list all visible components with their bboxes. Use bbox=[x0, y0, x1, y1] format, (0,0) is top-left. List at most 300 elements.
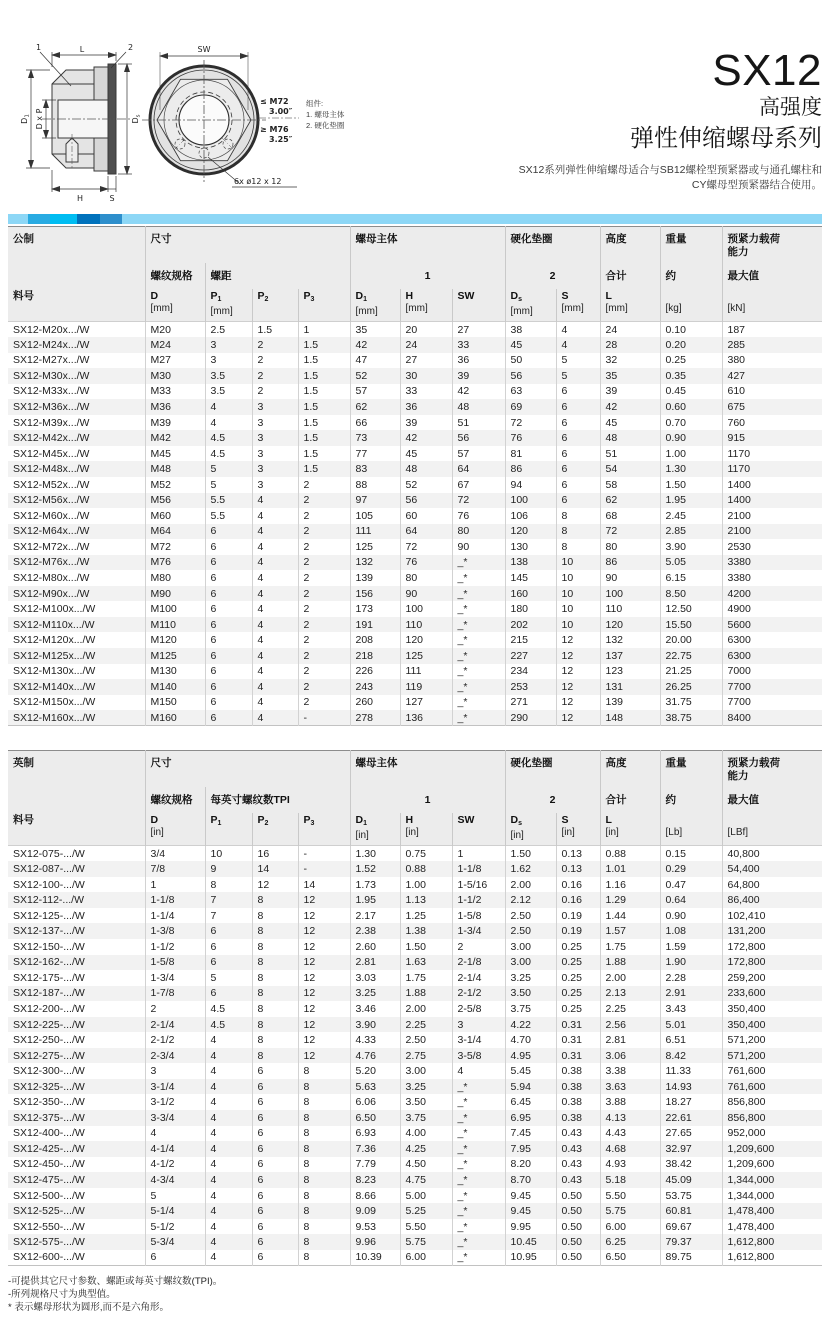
table-cell: 1-3/4 bbox=[452, 923, 505, 939]
table-cell: 1.88 bbox=[600, 955, 660, 971]
table-cell: 6 bbox=[205, 539, 252, 555]
table-cell: SX12-M48x.../W bbox=[13, 463, 90, 476]
table-row bbox=[8, 1063, 822, 1079]
table-cell: 3 bbox=[252, 415, 298, 431]
table-cell: 16 bbox=[252, 846, 298, 862]
table-cell: 2 bbox=[298, 632, 350, 648]
table-cell: 0.31 bbox=[556, 1032, 600, 1048]
table-cell: 5.63 bbox=[350, 1079, 400, 1095]
table-cell: M39 bbox=[145, 415, 205, 431]
table-cell: _* bbox=[452, 664, 505, 680]
table-cell: 12 bbox=[556, 679, 600, 695]
table-row bbox=[8, 555, 822, 571]
table-cell: 2 bbox=[298, 695, 350, 711]
table-cell: 8 bbox=[298, 1063, 350, 1079]
table-cell: 0.47 bbox=[660, 877, 722, 893]
table-cell: 56 bbox=[505, 368, 556, 384]
col-header-l: L [mm] bbox=[600, 289, 660, 322]
table-cell: _* bbox=[452, 632, 505, 648]
table-cell: _* bbox=[452, 679, 505, 695]
note-le-inch: 3.00″ bbox=[269, 107, 293, 116]
table-cell: 172,800 bbox=[722, 939, 822, 955]
table-cell: 4 bbox=[205, 1234, 252, 1250]
table-cell: SX12-M100x.../W bbox=[13, 603, 96, 616]
table-cell: 2-5/8 bbox=[452, 1001, 505, 1017]
table-cell: 227 bbox=[505, 648, 556, 664]
table-cell: 20.00 bbox=[660, 632, 722, 648]
table-cell: 12 bbox=[298, 1001, 350, 1017]
table-cell: 4 bbox=[205, 1048, 252, 1064]
table-cell: 2.00 bbox=[400, 1001, 452, 1017]
table-cell: 10 bbox=[205, 846, 252, 862]
table-cell: 0.31 bbox=[556, 1017, 600, 1033]
sub-max: 最大值 bbox=[722, 787, 822, 813]
table-row bbox=[8, 539, 822, 555]
col-header-p2: $P_2$ bbox=[252, 289, 298, 322]
table-cell: 6 bbox=[556, 477, 600, 493]
technical-drawing bbox=[8, 40, 300, 210]
table-cell: 2.25 bbox=[600, 1001, 660, 1017]
table-cell: SX12-100-.../W bbox=[13, 878, 85, 891]
table-cell: 1.30 bbox=[660, 461, 722, 477]
table-cell: 0.60 bbox=[660, 399, 722, 415]
table-cell: 6.93 bbox=[350, 1126, 400, 1142]
table-cell: 3.06 bbox=[600, 1048, 660, 1064]
table-cell: 915 bbox=[722, 430, 822, 446]
table-cell: 8 bbox=[298, 1079, 350, 1095]
table-cell: 9.45 bbox=[505, 1203, 556, 1219]
table-cell: 6.15 bbox=[660, 570, 722, 586]
table-cell: SX12-150-.../W bbox=[13, 940, 85, 953]
metric-table-header bbox=[8, 227, 822, 322]
table-cell: 30 bbox=[400, 368, 452, 384]
table-cell: 100 bbox=[505, 493, 556, 509]
dim-label-h: H bbox=[76, 194, 84, 203]
table-row bbox=[8, 1250, 822, 1266]
table-cell: 6.00 bbox=[600, 1219, 660, 1235]
table-cell: M52 bbox=[145, 477, 205, 493]
imperial-table-body bbox=[8, 846, 822, 1266]
table-cell: 8 bbox=[298, 1234, 350, 1250]
table-cell: 6.45 bbox=[505, 1094, 556, 1110]
table-cell: 218 bbox=[350, 648, 400, 664]
sub-nut-body-no: 1 bbox=[350, 787, 505, 813]
table-cell: SX12-450-.../W bbox=[13, 1158, 85, 1171]
col-header-ds: $D_s$ [mm] bbox=[505, 289, 556, 322]
table-cell: 1.5 bbox=[298, 430, 350, 446]
table-cell: 2 bbox=[252, 368, 298, 384]
table-cell: 68 bbox=[600, 508, 660, 524]
table-cell: 3 bbox=[145, 1063, 205, 1079]
table-row bbox=[8, 1126, 822, 1142]
table-cell: 1.25 bbox=[400, 908, 452, 924]
table-cell: 2.50 bbox=[400, 1032, 452, 1048]
metric-table-body bbox=[8, 322, 822, 726]
table-cell: 2-1/4 bbox=[145, 1017, 205, 1033]
table-cell: 2 bbox=[252, 384, 298, 400]
table-cell: 0.38 bbox=[556, 1094, 600, 1110]
table-cell: M27 bbox=[145, 353, 205, 369]
col-header-p3: $P_3$ bbox=[298, 289, 350, 322]
dim-label-s: S bbox=[109, 194, 115, 203]
table-cell: 3.90 bbox=[660, 539, 722, 555]
table-cell: 12 bbox=[556, 695, 600, 711]
table-cell: 6 bbox=[252, 1094, 298, 1110]
table-cell: 2 bbox=[298, 679, 350, 695]
table-cell: 12 bbox=[556, 710, 600, 726]
table-cell: 5 bbox=[205, 970, 252, 986]
table-cell: 42 bbox=[350, 337, 400, 353]
group-washer: 硬化垫圈 bbox=[505, 227, 600, 263]
table-cell: 27 bbox=[400, 353, 452, 369]
table-row bbox=[8, 322, 822, 338]
table-cell: 125 bbox=[350, 539, 400, 555]
group-weight: 重量 bbox=[660, 227, 722, 263]
table-cell: 1.01 bbox=[600, 861, 660, 877]
table-cell: 2.5 bbox=[205, 322, 252, 338]
table-cell: - bbox=[298, 846, 350, 862]
table-cell: 62 bbox=[600, 493, 660, 509]
accent-bar bbox=[8, 214, 822, 224]
table-cell: SX12-175-.../W bbox=[13, 971, 85, 984]
table-cell: M60 bbox=[145, 508, 205, 524]
table-cell: 22.61 bbox=[660, 1110, 722, 1126]
table-cell: 8 bbox=[252, 1017, 298, 1033]
table-cell: SX12-112-.../W bbox=[13, 894, 84, 907]
table-cell: 760 bbox=[722, 415, 822, 431]
table-cell: 1,209,600 bbox=[722, 1141, 822, 1157]
table-cell: _* bbox=[452, 601, 505, 617]
table-cell: SX12-M20x.../W bbox=[13, 323, 90, 336]
table-cell: 4 bbox=[205, 1079, 252, 1095]
table-cell: 111 bbox=[350, 524, 400, 540]
table-cell: 610 bbox=[722, 384, 822, 400]
table-cell: 1.73 bbox=[350, 877, 400, 893]
table-cell: 2.00 bbox=[505, 877, 556, 893]
table-cell: SX12-M140x.../W bbox=[13, 680, 96, 693]
callout-1: 1 bbox=[36, 43, 42, 52]
table-cell: 7000 bbox=[722, 664, 822, 680]
table-cell: 72 bbox=[400, 539, 452, 555]
series-description: SX12系列弹性伸缩螺母适合与SB12螺栓型预紧器或与通孔螺柱和 CY螺母型预紧器结合使用。 bbox=[518, 163, 822, 192]
table-cell: 3.25 bbox=[505, 970, 556, 986]
table-cell: 4 bbox=[205, 1250, 252, 1266]
table-cell: 243 bbox=[350, 679, 400, 695]
sub-thread-spec: 螺纹规格 bbox=[145, 787, 205, 813]
col-header-load-unit: [kN] bbox=[722, 289, 822, 322]
table-cell: 4 bbox=[205, 1172, 252, 1188]
table-cell: 12 bbox=[556, 664, 600, 680]
table-cell: 27 bbox=[452, 322, 505, 338]
table-cell: 4 bbox=[205, 1219, 252, 1235]
table-cell: 6 bbox=[252, 1250, 298, 1266]
table-cell: 3.38 bbox=[600, 1063, 660, 1079]
dim-label-ds: Ds bbox=[131, 114, 142, 124]
table-cell: 67 bbox=[452, 477, 505, 493]
table-cell: 145 bbox=[505, 570, 556, 586]
table-cell: M90 bbox=[145, 586, 205, 602]
table-cell: M100 bbox=[145, 601, 205, 617]
table-cell: 6 bbox=[556, 384, 600, 400]
col-header-l: L [in] bbox=[600, 813, 660, 846]
table-cell: 6.95 bbox=[505, 1110, 556, 1126]
table-cell: 5.5 bbox=[205, 508, 252, 524]
table-cell: 0.31 bbox=[556, 1048, 600, 1064]
table-row bbox=[8, 1079, 822, 1095]
table-cell: 10.45 bbox=[505, 1234, 556, 1250]
table-cell: 45 bbox=[505, 337, 556, 353]
table-cell: 0.25 bbox=[556, 955, 600, 971]
table-cell: 6300 bbox=[722, 648, 822, 664]
component-legend bbox=[306, 98, 344, 131]
table-cell: 290 bbox=[505, 710, 556, 726]
table-cell: 12 bbox=[556, 632, 600, 648]
table-cell: 0.50 bbox=[556, 1203, 600, 1219]
table-row bbox=[8, 353, 822, 369]
table-cell: SX12-M150x.../W bbox=[13, 696, 96, 709]
table-cell: 5.20 bbox=[350, 1063, 400, 1079]
table-cell: M150 bbox=[145, 695, 205, 711]
table-cell: SX12-M64x.../W bbox=[13, 525, 90, 538]
table-cell: 350,400 bbox=[722, 1001, 822, 1017]
table-cell: 12 bbox=[298, 970, 350, 986]
table-cell: 4 bbox=[205, 1032, 252, 1048]
table-row bbox=[8, 477, 822, 493]
front-view bbox=[142, 45, 299, 187]
table-cell: 39 bbox=[400, 415, 452, 431]
table-cell: 4.33 bbox=[350, 1032, 400, 1048]
table-cell: SX12-275-.../W bbox=[13, 1049, 85, 1062]
table-row bbox=[8, 955, 822, 971]
table-cell: 4 bbox=[205, 1157, 252, 1173]
table-cell: 0.43 bbox=[556, 1126, 600, 1142]
table-row bbox=[8, 1001, 822, 1017]
table-cell: M20 bbox=[145, 322, 205, 338]
table-cell: 1-1/8 bbox=[145, 892, 205, 908]
table-cell: 38.42 bbox=[660, 1157, 722, 1173]
table-cell: 2.85 bbox=[660, 524, 722, 540]
table-cell: 4 bbox=[252, 679, 298, 695]
table-row bbox=[8, 570, 822, 586]
table-cell: SX12-500-.../W bbox=[13, 1189, 85, 1202]
table-cell: SX12-225-.../W bbox=[13, 1018, 85, 1031]
table-cell: SX12-600-.../W bbox=[13, 1251, 85, 1264]
table-cell: 4.93 bbox=[600, 1157, 660, 1173]
col-header-s: S [in] bbox=[556, 813, 600, 846]
table-cell: 89.75 bbox=[660, 1250, 722, 1266]
col-header-weight-unit: [Lb] bbox=[660, 813, 722, 846]
table-cell: SX12-575-.../W bbox=[13, 1236, 85, 1249]
table-cell: M140 bbox=[145, 679, 205, 695]
table-row bbox=[8, 861, 822, 877]
table-cell: 2 bbox=[298, 570, 350, 586]
table-cell: 1.5 bbox=[298, 384, 350, 400]
table-cell: 6 bbox=[252, 1219, 298, 1235]
table-cell: 45 bbox=[600, 415, 660, 431]
table-cell: 2-1/2 bbox=[145, 1032, 205, 1048]
group-weight: 重量 bbox=[660, 751, 722, 787]
table-row bbox=[8, 415, 822, 431]
table-cell: 2-3/4 bbox=[145, 1048, 205, 1064]
table-cell: 4 bbox=[205, 1094, 252, 1110]
table-cell: 7 bbox=[205, 892, 252, 908]
table-row bbox=[8, 368, 822, 384]
page-subtitle-strength: 高强度 bbox=[759, 96, 822, 120]
table-cell: 1.63 bbox=[400, 955, 452, 971]
table-cell: 4 bbox=[145, 1126, 205, 1142]
table-cell: 7.45 bbox=[505, 1126, 556, 1142]
table-cell: 0.15 bbox=[660, 846, 722, 862]
table-cell: 48 bbox=[600, 430, 660, 446]
table-cell: 4 bbox=[252, 539, 298, 555]
table-cell: 191 bbox=[350, 617, 400, 633]
table-cell: 76 bbox=[400, 555, 452, 571]
table-cell: 2.81 bbox=[600, 1032, 660, 1048]
table-cell: _* bbox=[452, 695, 505, 711]
table-cell: 66 bbox=[350, 415, 400, 431]
table-cell: 0.19 bbox=[556, 908, 600, 924]
table-cell: 4 bbox=[252, 586, 298, 602]
table-row bbox=[8, 1203, 822, 1219]
sub-approx: 约 bbox=[660, 263, 722, 289]
table-cell: 6 bbox=[252, 1126, 298, 1142]
table-cell: 4.43 bbox=[600, 1126, 660, 1142]
table-cell: 156 bbox=[350, 586, 400, 602]
sub-pitch: 螺距 bbox=[205, 263, 350, 289]
table-cell: 1.29 bbox=[600, 892, 660, 908]
table-cell: 1.62 bbox=[505, 861, 556, 877]
table-cell: 1,478,400 bbox=[722, 1219, 822, 1235]
table-cell: 1,612,800 bbox=[722, 1250, 822, 1266]
table-cell: 40,800 bbox=[722, 846, 822, 862]
table-cell: 0.43 bbox=[556, 1172, 600, 1188]
table-cell: 38 bbox=[505, 322, 556, 338]
table-cell: 0.88 bbox=[400, 861, 452, 877]
table-cell: 12 bbox=[298, 1017, 350, 1033]
table-cell: 7 bbox=[205, 908, 252, 924]
table-cell: 6.50 bbox=[350, 1110, 400, 1126]
table-cell: 6 bbox=[252, 1188, 298, 1204]
table-cell: 5 bbox=[205, 477, 252, 493]
table-cell: 6.06 bbox=[350, 1094, 400, 1110]
table-cell: 1400 bbox=[722, 493, 822, 509]
note-ge-inch: 3.25″ bbox=[269, 135, 293, 144]
sub-nut-body-no: 1 bbox=[350, 263, 505, 289]
table-row bbox=[8, 908, 822, 924]
table-cell: 0.16 bbox=[556, 877, 600, 893]
table-cell: 8 bbox=[252, 939, 298, 955]
table-cell: 83 bbox=[350, 461, 400, 477]
table-cell: 952,000 bbox=[722, 1126, 822, 1142]
table-cell: 86 bbox=[600, 555, 660, 571]
table-cell: 4.25 bbox=[400, 1141, 452, 1157]
col-header-d1: $D_1$ [in] bbox=[350, 813, 400, 846]
table-cell: 4 bbox=[252, 710, 298, 726]
table-cell: - bbox=[298, 710, 350, 726]
table-cell: 160 bbox=[505, 586, 556, 602]
table-cell: 0.29 bbox=[660, 861, 722, 877]
table-cell: 4.68 bbox=[600, 1141, 660, 1157]
table-cell: 6 bbox=[205, 555, 252, 571]
group-nut-body: 螺母主体 bbox=[350, 227, 505, 263]
table-cell: 88 bbox=[350, 477, 400, 493]
table-cell: 106 bbox=[505, 508, 556, 524]
table-cell: 1.5 bbox=[298, 446, 350, 462]
table-cell: _* bbox=[452, 1219, 505, 1235]
table-cell: 8 bbox=[298, 1219, 350, 1235]
col-header-part-no: 料号 bbox=[13, 289, 34, 302]
table-cell: 1.95 bbox=[660, 493, 722, 509]
table-cell: 2 bbox=[252, 353, 298, 369]
table-cell: 4 bbox=[556, 337, 600, 353]
table-cell: 856,800 bbox=[722, 1094, 822, 1110]
table-cell: 8 bbox=[252, 1032, 298, 1048]
table-cell: 8.66 bbox=[350, 1188, 400, 1204]
table-cell: 4 bbox=[205, 1110, 252, 1126]
table-cell: 5.5 bbox=[205, 493, 252, 509]
table-cell: SX12-M27x.../W bbox=[13, 354, 90, 367]
table-cell: 131 bbox=[600, 679, 660, 695]
table-cell: 1-1/2 bbox=[452, 892, 505, 908]
table-cell: _* bbox=[452, 1126, 505, 1142]
table-cell: 64,800 bbox=[722, 877, 822, 893]
table-cell: 51 bbox=[452, 415, 505, 431]
table-cell: 427 bbox=[722, 368, 822, 384]
table-cell: 1170 bbox=[722, 446, 822, 462]
table-cell: 2 bbox=[298, 586, 350, 602]
table-cell: _* bbox=[452, 1079, 505, 1095]
table-cell: 0.38 bbox=[556, 1110, 600, 1126]
table-cell: 12.50 bbox=[660, 601, 722, 617]
dim-label-d1: D1 bbox=[20, 114, 31, 124]
table-cell: 8 bbox=[298, 1172, 350, 1188]
table-cell: 38.75 bbox=[660, 710, 722, 726]
table-cell: 215 bbox=[505, 632, 556, 648]
table-cell: 3.50 bbox=[505, 986, 556, 1002]
col-header-sw: SW bbox=[452, 289, 505, 322]
table-cell: 6 bbox=[205, 986, 252, 1002]
imperial-table-header bbox=[8, 751, 822, 846]
table-cell: 4 bbox=[252, 508, 298, 524]
table-cell: 6 bbox=[205, 955, 252, 971]
table-cell: 6 bbox=[556, 461, 600, 477]
table-cell: SX12-M30x.../W bbox=[13, 369, 90, 382]
table-cell: SX12-162-.../W bbox=[13, 956, 85, 969]
col-header-s: S [mm] bbox=[556, 289, 600, 322]
table-cell: 10 bbox=[556, 555, 600, 571]
table-cell: 10 bbox=[556, 601, 600, 617]
table-cell: 3.75 bbox=[505, 1001, 556, 1017]
table-cell: 5.01 bbox=[660, 1017, 722, 1033]
table-cell: SX12-M56x.../W bbox=[13, 494, 90, 507]
group-preload: 预紧力载荷 能力 bbox=[722, 227, 822, 263]
table-cell: 138 bbox=[505, 555, 556, 571]
table-cell: 0.43 bbox=[556, 1157, 600, 1173]
table-row bbox=[8, 601, 822, 617]
table-cell: 234 bbox=[505, 664, 556, 680]
table-cell: 4200 bbox=[722, 586, 822, 602]
table-cell: SX12-475-.../W bbox=[13, 1173, 85, 1186]
table-row bbox=[8, 892, 822, 908]
table-row bbox=[8, 1157, 822, 1173]
table-cell: 3 bbox=[252, 446, 298, 462]
table-row bbox=[8, 508, 822, 524]
table-cell: 6 bbox=[556, 430, 600, 446]
table-row bbox=[8, 430, 822, 446]
table-cell: 9 bbox=[205, 861, 252, 877]
table-cell: SX12-M60x.../W bbox=[13, 509, 90, 522]
table-cell: 8.42 bbox=[660, 1048, 722, 1064]
